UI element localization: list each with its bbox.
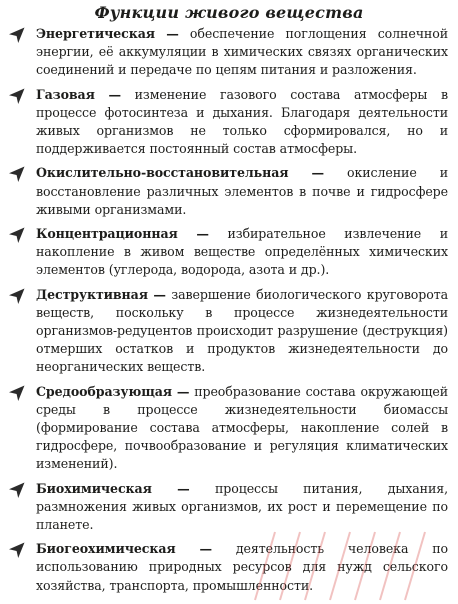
- function-description: избирательное извлечение и накопление в живом веществе определённых химических элементов (углерода, водорода, азота и др.).: [36, 226, 448, 278]
- function-term: Деструктивная: [36, 286, 148, 302]
- em-dash: —: [108, 86, 121, 102]
- list-item: [8, 86, 448, 159]
- function-description: деятельность человека по использованию природных ресурсов для нужд сельского хозяйства, транспорта, промышленности.: [36, 541, 449, 593]
- list-item: [8, 540, 448, 595]
- list-item: [8, 286, 448, 377]
- arrow-pointer-icon: [8, 287, 26, 305]
- page-title: Функции живого вещества: [94, 3, 364, 22]
- function-description: изменение газового состава атмосферы в процессе фотосинтеза и дыхания. Благодаря деятельности живых организмов не только сформировался, но и поддерживается постоянный состав атмосферы.: [36, 86, 448, 157]
- arrow-pointer-icon: [8, 165, 26, 183]
- function-term: Концентрационная: [36, 226, 178, 242]
- arrow-pointer-icon: [8, 26, 26, 44]
- function-description: процессы питания, дыхания, размножения живых организмов, их рост и перемещение по планете.: [36, 480, 449, 533]
- list-item: [8, 225, 448, 280]
- function-term: Средообразующая: [36, 383, 173, 399]
- em-dash: —: [176, 383, 190, 399]
- em-dash: —: [199, 541, 213, 557]
- function-term: Биохимическая: [36, 480, 152, 496]
- em-dash: —: [177, 480, 190, 496]
- function-term: Биогеохимическая: [36, 541, 176, 557]
- list-item: [8, 383, 448, 474]
- arrow-pointer-icon: [8, 481, 26, 499]
- list-item: [8, 25, 448, 80]
- em-dash: —: [196, 226, 209, 242]
- list-item: [8, 480, 448, 535]
- list-item: [8, 164, 448, 219]
- arrow-pointer-icon: [8, 384, 26, 402]
- function-description: завершение биологического круговорота веществ, поскольку в процессе жизнедеятельности организмов-редуцентов происходит разрушение (деструкция) отмерших остатков и продуктов жизнедеятельности до неорганических веществ.: [36, 286, 449, 375]
- em-dash: —: [166, 26, 179, 41]
- function-description: окисление и восстановление различных элементов в почве и гидросфере живыми организмами.: [36, 165, 448, 217]
- functions-list: [8, 25, 448, 601]
- em-dash: —: [153, 286, 166, 302]
- function-term: Энергетическая: [36, 26, 155, 41]
- function-term: Окислительно-восстановительная: [36, 165, 289, 181]
- function-description: преобразование состава окружающей среды в процессе жизнедеятельности биомассы (формирование состава атмосферы, накопление солей в гидросфере, почвообразование и регуляция климатических изменений).: [36, 383, 449, 472]
- em-dash: —: [311, 165, 324, 181]
- arrow-pointer-icon: [8, 541, 26, 559]
- arrow-pointer-icon: [8, 87, 26, 105]
- function-term: Газовая: [36, 86, 95, 102]
- arrow-pointer-icon: [8, 226, 26, 244]
- function-description: обеспечение поглощения солнечной энергии, её аккумуляции в химических связях органических соединений и передаче по цепям питания и разложения.: [36, 26, 449, 78]
